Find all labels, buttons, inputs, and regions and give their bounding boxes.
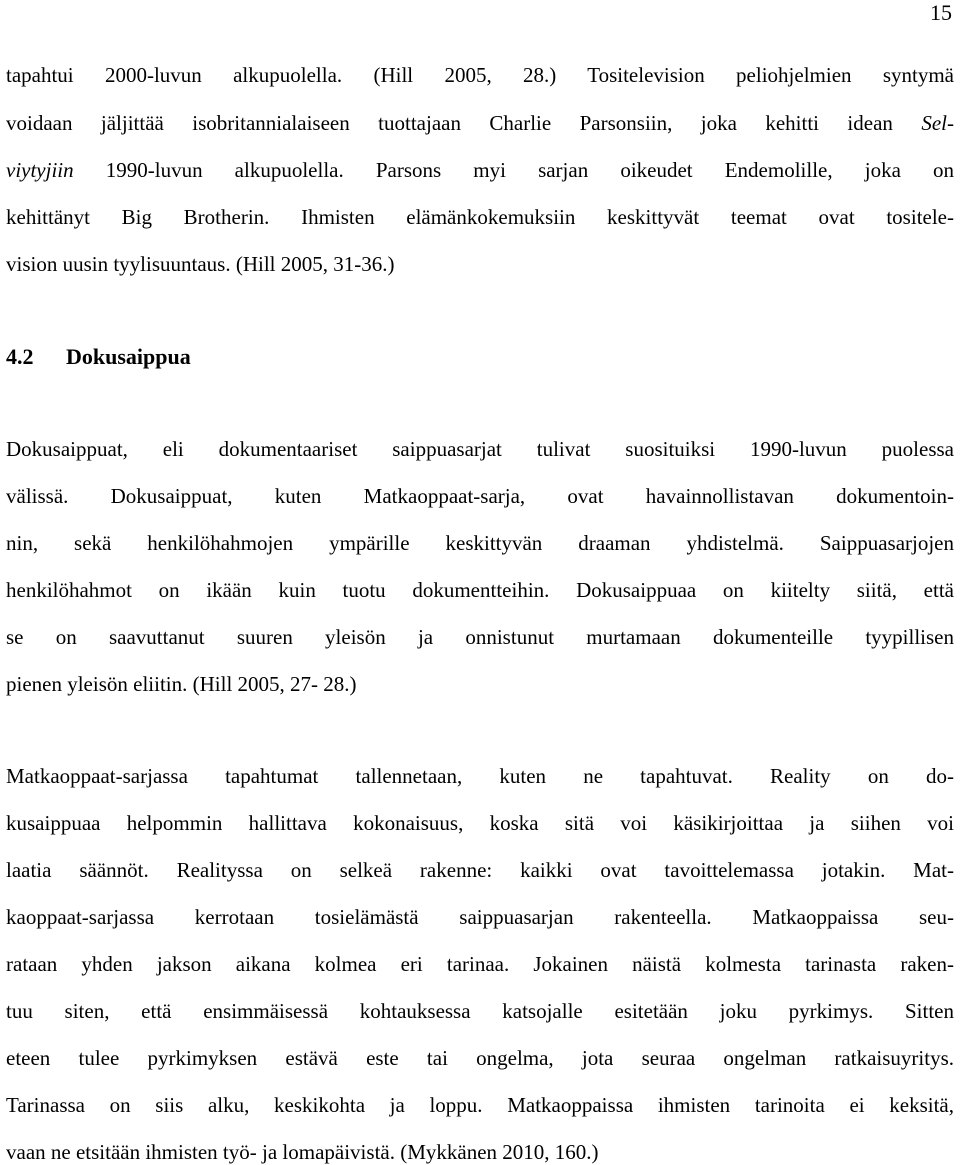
- text-line: Dokusaippuat, eli dokumentaariset saippuasarjat tulivat suosituiksi 1990-luvun puolessa: [6, 437, 954, 461]
- text-line: nin, sekä henkilöhahmojen ympärille keskittyvän draaman yhdistelmä. Saippuasarjojen: [6, 531, 954, 555]
- page-number: 15: [930, 0, 952, 25]
- text-line: Matkaoppaat-sarjassa tapahtumat tallennetaan, kuten ne tapahtuvat. Reality on do-: [6, 764, 954, 788]
- text-line: vision uusin tyylisuuntaus. (Hill 2005, 31-36.): [6, 252, 395, 276]
- text-line: kehittänyt Big Brotherin. Ihmisten elämänkokemuksiin keskittyvät teemat ovat tositele-: [6, 205, 954, 229]
- text-line: vaan ne etsitään ihmisten työ- ja lomapäivistä. (Mykkänen 2010, 160.): [6, 1140, 599, 1164]
- text-line: tuu siten, että ensimmäisessä kohtauksessa katsojalle esitetään joku pyrkimys. Sitten: [6, 999, 954, 1023]
- text-line: välissä. Dokusaippuat, kuten Matkaoppaat-sarja, ovat havainnollistavan dokumentoin-: [6, 484, 954, 508]
- section-heading: [6, 344, 191, 370]
- italic-title-part: viytyjiin: [6, 158, 74, 182]
- section-number: 4.2: [6, 344, 34, 369]
- text-line: [6, 157, 954, 183]
- text-line: Tarinassa on siis alku, keskikohta ja loppu. Matkaoppaissa ihmisten tarinoita ei keksitä,: [6, 1093, 954, 1117]
- text-segment: 1990-luvun alkupuolella. Parsons myi sarjan oikeudet Endemolille, joka on: [105, 158, 954, 182]
- text-line: rataan yhden jakson aikana kolmea eri tarinaa. Jokainen näistä kolmesta tarinasta raken-: [6, 952, 954, 976]
- italic-title-part: Sel-: [921, 111, 954, 135]
- text-line: tapahtui 2000-luvun alkupuolella. (Hill 2005, 28.) Tositelevision peliohjelmien syntymä: [6, 63, 954, 87]
- text-line: pienen yleisön eliitin. (Hill 2005, 27- 28.): [6, 672, 357, 696]
- section-title: Dokusaippua: [66, 344, 191, 369]
- text-line: kaoppaat-sarjassa kerrotaan tosielämästä saippuasarjan rakenteella. Matkaoppaissa seu-: [6, 905, 954, 929]
- text-line: laatia säännöt. Realityssa on selkeä rakenne: kaikki ovat tavoittelemassa jotakin. Mat-: [6, 858, 954, 882]
- text-line: se on saavuttanut suuren yleisön ja onnistunut murtamaan dokumenteille tyypillisen: [6, 625, 954, 649]
- text-line: kusaippuaa helpommin hallittava kokonaisuus, koska sitä voi käsikirjoittaa ja siihen voi: [6, 811, 954, 835]
- text-line: eteen tulee pyrkimyksen estävä este tai ongelma, jota seuraa ongelman ratkaisuyritys.: [6, 1046, 954, 1070]
- text-line: [6, 110, 954, 136]
- text-segment: voidaan jäljittää isobritannialaiseen tuottajaan Charlie Parsonsiin, joka kehitti idean: [6, 111, 893, 135]
- text-line: henkilöhahmot on ikään kuin tuotu dokumentteihin. Dokusaippuaa on kiitelty siitä, että: [6, 578, 954, 602]
